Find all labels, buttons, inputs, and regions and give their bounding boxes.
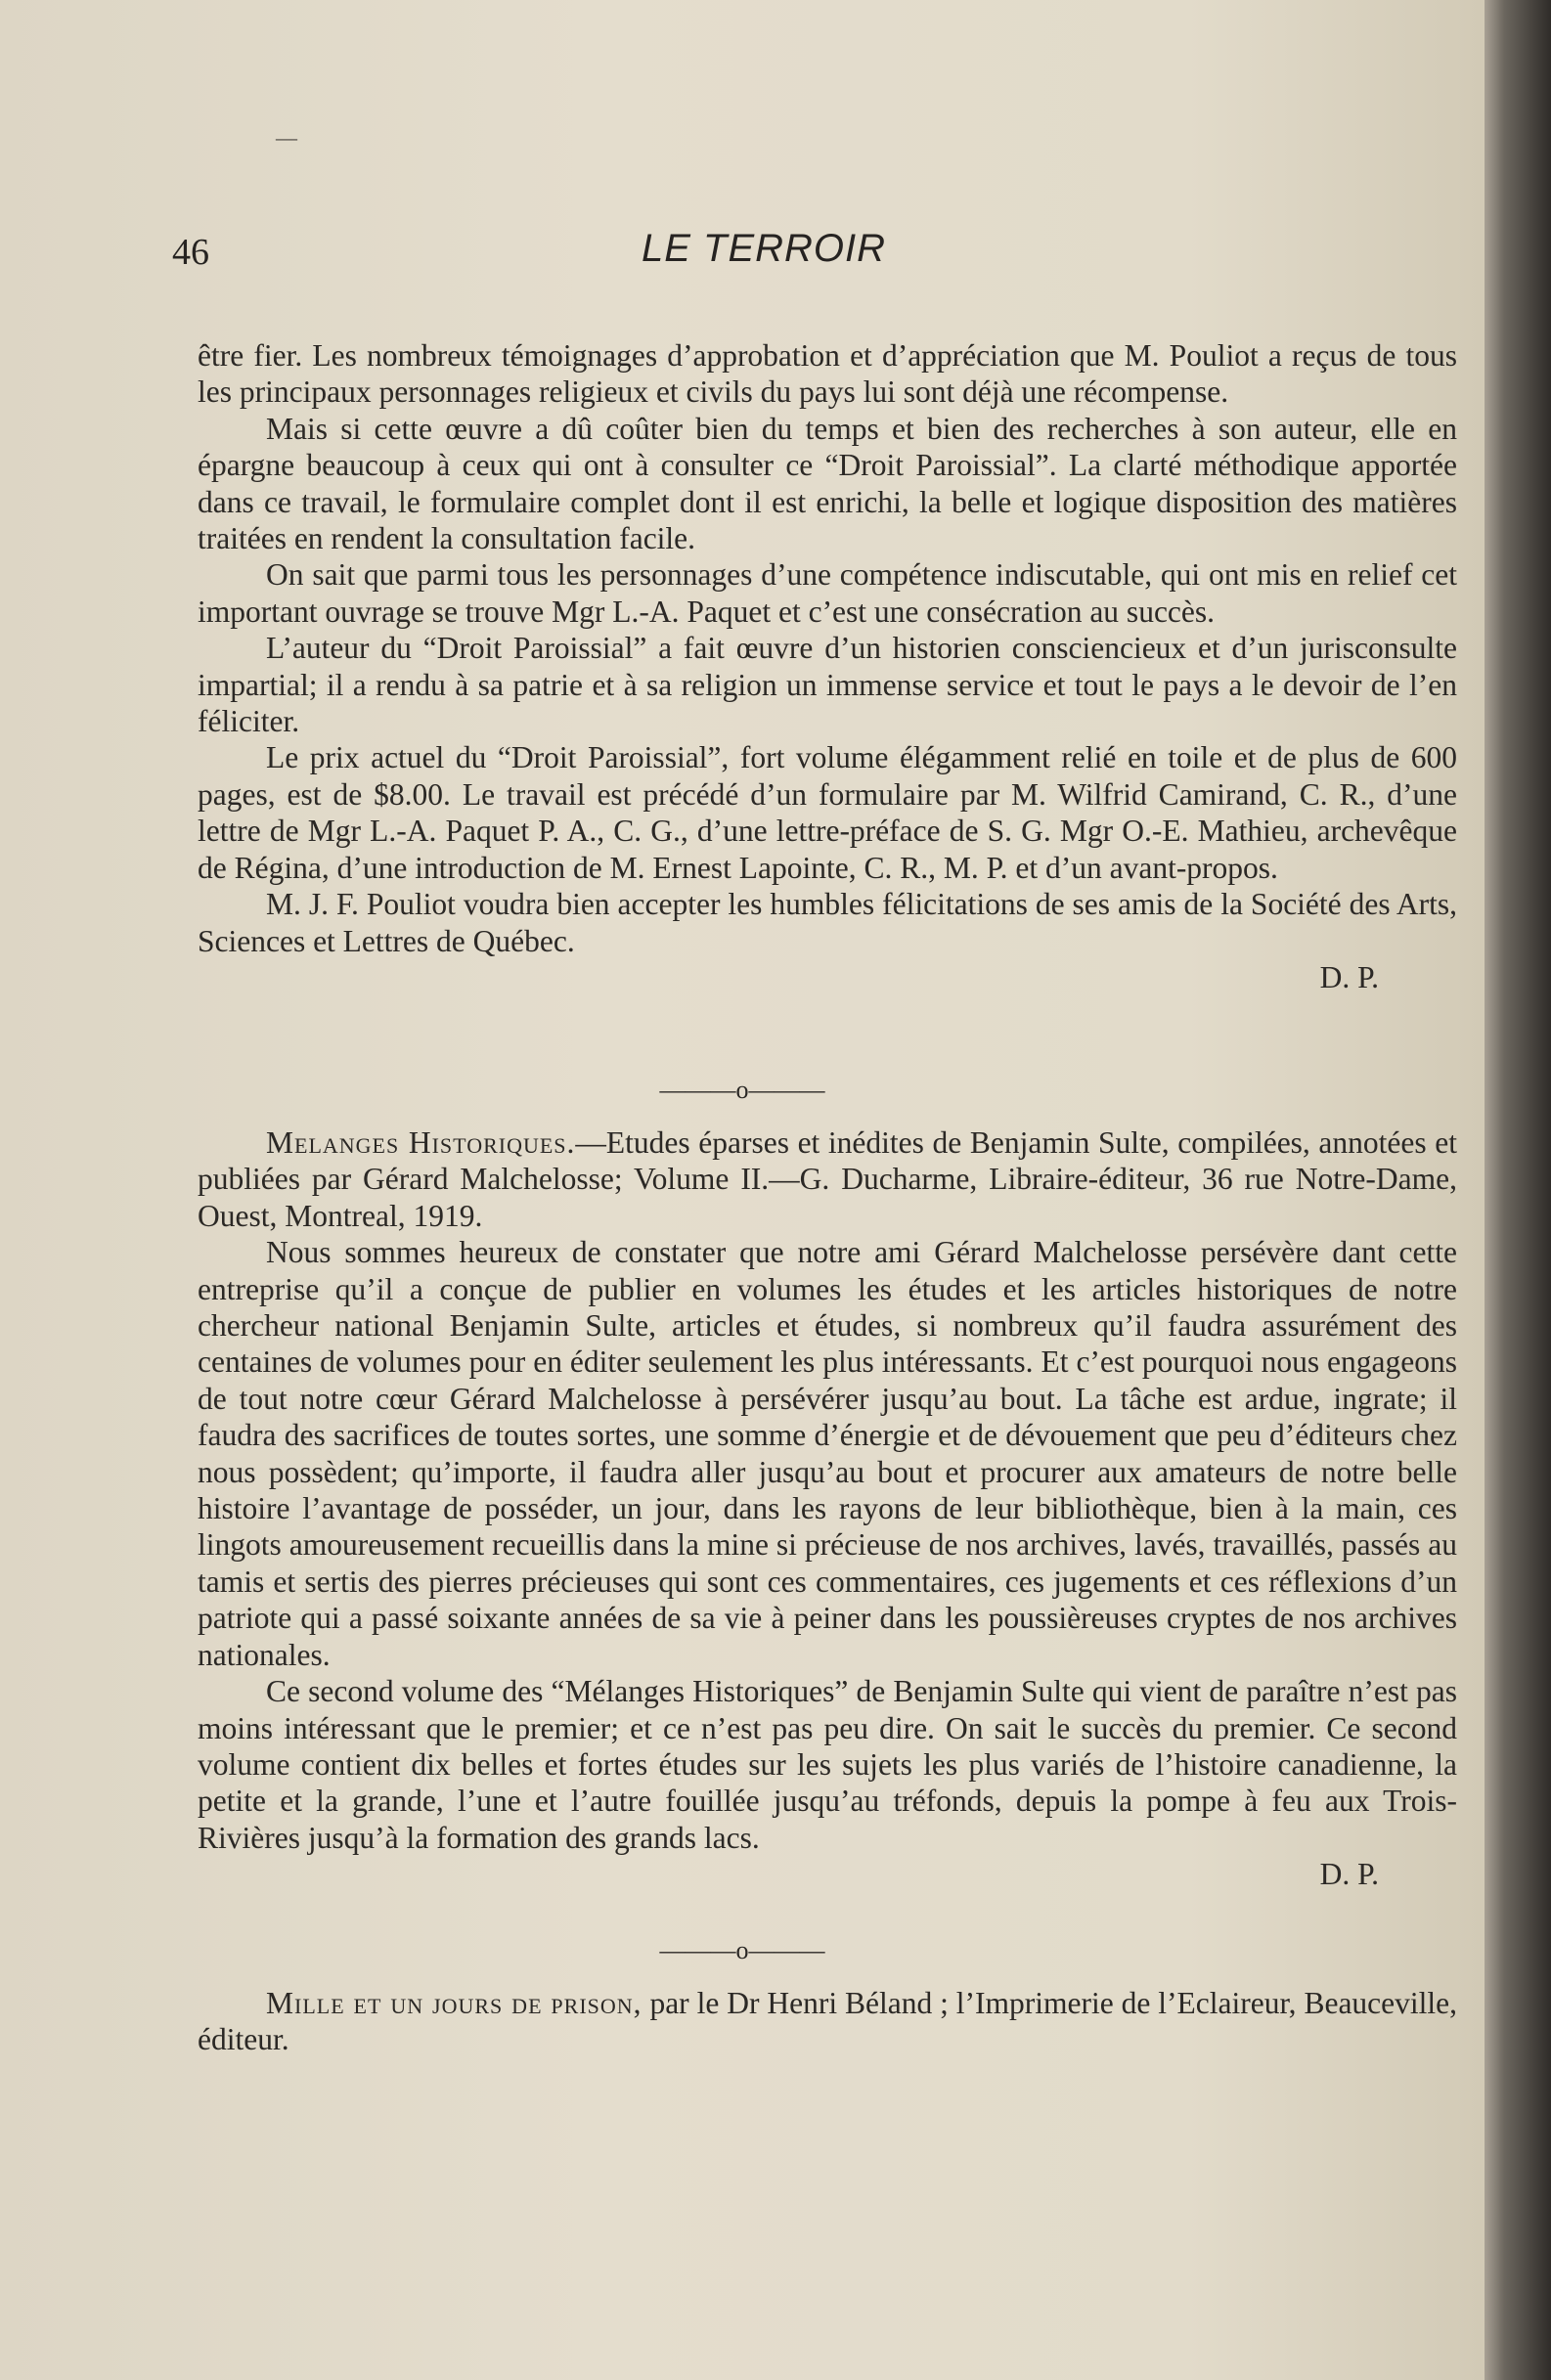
review-heading: Mille et un jours de prison, — [266, 1986, 643, 2020]
paragraph: être fier. Les nombreux témoignages d’approbation et d’appréciation que M. Pouliot a reçus de tous les principaux personnages religieux et civils du pays lui sont déjà une récompense. — [198, 338, 1457, 410]
review-heading: Melanges Historiques. — [266, 1125, 576, 1160]
signature: D. P. — [1319, 959, 1379, 994]
paragraph: Ce second volume des “Mélanges Historiques” de Benjamin Sulte qui vient de paraître n’est pas moins intéressant que le premier; et ce n’est pas peu dire. On sait le succès du premier. Ce second volume contient dix belles et fortes études sur les sujets les plus variés de l’histoire canadienne, la petite et la grande, l’une et l’autre fouillée jusqu’au tréfonds, depuis la pompe à feu aux Trois-Rivières jusqu’à la formation des grands lacs. — [198, 1674, 1457, 1855]
running-title: LE TERROIR — [642, 227, 887, 270]
paragraph: Mais si cette œuvre a dû coûter bien du temps et bien des recherches à son auteur, elle en épargne beaucoup à ceux qui ont à consulter ce “Droit Paroissial”. La clarté méthodique apportée dans ce travail, le formulaire complet dont il est enrichi, la belle et logique disposition des matières traitées en rendent la consultation facile. — [198, 411, 1457, 556]
separator-rule: ———o——— — [659, 1936, 825, 1964]
review-entry — [198, 1124, 1457, 1234]
section-droit-paroissial — [198, 337, 1457, 995]
review-entry — [198, 1985, 1457, 2058]
paragraph: Le prix actuel du “Droit Paroissial”, fort volume élégamment relié en toile et de plus de 600 pages, est de $8.00. Le travail est précédé d’un formulaire par M. Wilfrid Camirand, C. R., d’une lettre de Mgr L.-A. Paquet P. A., C. G., d’une lettre-préface de S. G. Mgr O.-E. Mathieu, archevêque de Régina, d’une introduction de M. Ernest Lapointe, C. R., M. P. et d’un avant-propos. — [198, 740, 1457, 885]
paragraph: On sait que parmi tous les personnages d’une compétence indiscutable, qui ont mis en relief cet important ouvrage se trouve Mgr L.-A. Paquet et c’est une consécration au succès. — [198, 557, 1457, 629]
separator-rule: ———o——— — [659, 1076, 825, 1104]
section-melanges-historiques — [198, 1124, 1457, 1893]
paragraph: L’auteur du “Droit Paroissial” a fait œuvre d’un historien consciencieux et d’un jurisconsulte impartial; il a rendu à sa patrie et à sa religion un immense service et tout le pays a le devoir de l’en féliciter. — [198, 631, 1457, 739]
paragraph: M. J. F. Pouliot voudra bien accepter les humbles félicitations de ses amis de la Société des Arts, Sciences et Lettres de Québec. — [198, 887, 1457, 958]
ink-speck: — — [276, 125, 297, 150]
page-header — [172, 227, 1443, 289]
paragraph: Nous sommes heureux de constater que notre ami Gérard Malchelosse persévère dant cette entreprise qu’il a conçue de publier en volumes les études et les articles historiques de notre chercheur national Benjamin Sulte, articles et études, si nombreux qu’il faudra assurément des centaines de volumes pour en éditer seulement les plus intéressants. Et c’est pourquoi nous engageons de tout notre cœur Gérard Malchelosse à persévérer jusqu’au bout. La tâche est ardue, ingrate; il faudra des sacrifices de toutes sortes, une somme d’énergie et de dévouement que peu d’éditeurs chez nous possèdent; qu’importe, il faudra aller jusqu’au bout et procurer aux amateurs de notre belle histoire l’avantage de posséder, un jour, dans les rayons de leur bibliothèque, bien à la main, ces lingots amoureusement recueillis dans la mine si précieuse de nos archives, lavés, travaillés, passés au tamis et sertis des pierres précieuses qui sont ces commentaires, ces jugements et ces réflexions d’un patriote qui a passé soixante années de sa vie à peiner dans les poussièreuses cryptes de nos archives nationales. — [198, 1235, 1457, 1672]
signature: D. P. — [1319, 1857, 1379, 1892]
review-citation: par le Dr Henri Béland ; l’Imprimerie de l’Eclaireur, Beauceville, éditeur. — [198, 1986, 1457, 2057]
review-citation: —Etudes éparses et inédites de Benjamin Sulte, compilées, annotées et publiées par Gérard Malchelosse; Volume II.—G. Ducharme, Libraire-éditeur, 36 rue Notre-Dame, Ouest, Montreal, 1919. — [198, 1125, 1457, 1233]
section-mille-et-un-jours — [198, 1985, 1457, 2058]
page-number: 46 — [172, 232, 209, 273]
book-gutter-shadow — [1485, 0, 1551, 2380]
